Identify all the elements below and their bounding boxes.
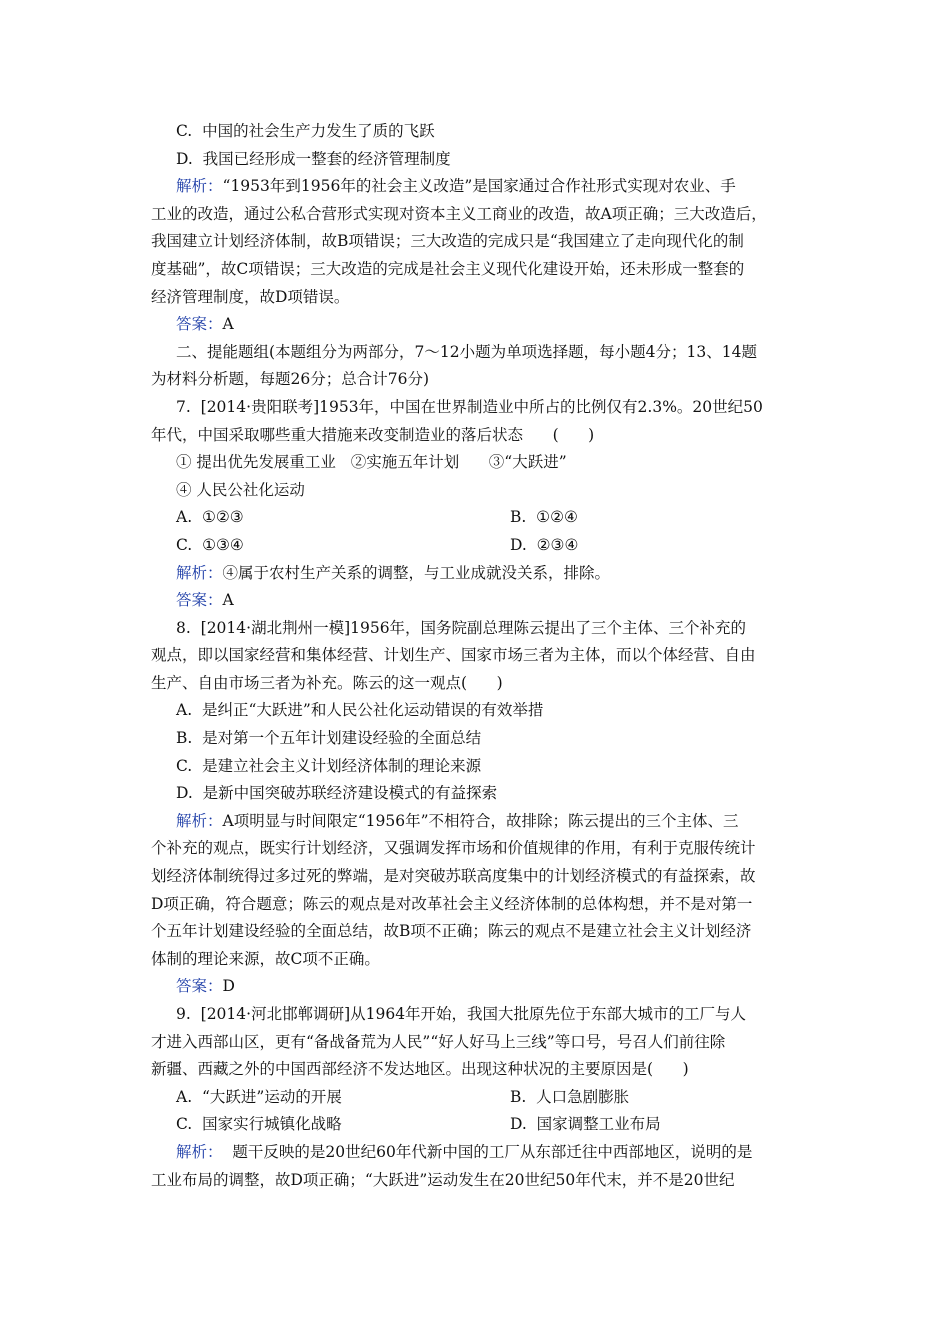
option-d: D. 国家调整工业布局 <box>510 1115 661 1134</box>
question-stem: 才进入西部山区，更有“备战备荒为人民”“好人好马上三线”等口号，号召人们前往除 <box>151 1032 726 1051</box>
analysis-line: 解析：A项明显与时间限定“1956年”不相符合，故排除；陈云提出的三个主体、三 <box>176 811 739 830</box>
analysis-line: 个补充的观点，既实行计划经济，又强调发挥市场和价值规律的作用，有利于克服传统计 <box>151 839 756 858</box>
option-c: C. ①③④ <box>176 535 244 554</box>
analysis-label: 解析： <box>176 563 223 582</box>
answer-label: 答案： <box>176 591 223 610</box>
analysis-line: 度基础”，故C项错误；三大改造的完成是社会主义现代化建设开始，还未形成一整套的 <box>151 259 745 278</box>
option-b: B. 人口急剧膨胀 <box>510 1087 630 1106</box>
question-items: ① 提出优先发展重工业 ②实施五年计划 ③“大跃进” <box>176 453 567 472</box>
question-stem: 观点，即以国家经营和集体经营、计划生产、国家市场三者为主体，而以个体经营、自由 <box>151 646 756 665</box>
answer-line <box>176 311 806 339</box>
option-a: A. “大跃进”运动的开展 <box>176 1087 342 1106</box>
options-row <box>176 532 806 560</box>
option-b: B. ①②④ <box>510 508 578 527</box>
option-c: C. 是建立社会主义计划经济体制的理论来源 <box>176 756 482 775</box>
option-a: A. ①②③ <box>176 508 244 527</box>
question-stem: 9. [2014·河北邯郸调研]从1964年开始，我国大批原先位于东部大城市的工厂与人 <box>176 1005 747 1023</box>
answer-value: A <box>222 315 234 334</box>
analysis-line: 工业的改造，通过公私合营形式实现对资本主义工商业的改造，故A项正确；三大改造后， <box>151 204 767 223</box>
question-stem: 8. [2014·湖北荆州一模]1956年，国务院副总理陈云提出了三个主体、三个补充的 <box>176 618 747 637</box>
analysis-line: D项正确，符合题意；陈云的观点是对改革社会主义经济体制的总体构想，并不是对第一 <box>151 894 753 913</box>
analysis-line: 划经济体制统得过多过死的弊端，是对突破苏联高度集中的计划经济模式的有益探索，故 <box>151 867 756 886</box>
options-row <box>176 1084 806 1112</box>
answer-line <box>176 973 806 1001</box>
answer-label: 答案： <box>176 977 223 996</box>
answer-value: A <box>222 591 234 610</box>
analysis-label: 解析： <box>176 177 223 196</box>
analysis-line: 工业布局的调整，故D项正确；“大跃进”运动发生在20世纪50年代末，并不是20世纪 <box>151 1170 735 1189</box>
section-heading: 二、提能题组(本题组分为两部分，7～12小题为单项选择题，每小题4分；13、14题 <box>176 342 757 361</box>
option-c: C. 中国的社会生产力发生了质的飞跃 <box>176 122 435 140</box>
question-stem: 年代，中国采取哪些重大措施来改变制造业的落后状态 ( ) <box>151 425 595 444</box>
analysis-line: 个五年计划建设经验的全面总结，故B项不正确；陈云的观点不是建立社会主义计划经济 <box>151 922 752 941</box>
analysis-label: 解析： <box>176 811 223 830</box>
answer-line <box>176 587 806 615</box>
analysis-line: 体制的理论来源，故C项不正确。 <box>151 949 380 968</box>
option-c: C. 国家实行城镇化战略 <box>176 1115 342 1134</box>
analysis-line: 解析：“1953年到1956年的社会主义改造”是国家通过合作社形式实现对农业、手 <box>176 177 736 196</box>
answer-value: D <box>222 977 235 996</box>
option-b: B. 是对第一个五年计划建设经验的全面总结 <box>176 729 482 748</box>
analysis-label: 解析： <box>176 1142 223 1161</box>
analysis-line: 解析： 题干反映的是20世纪60年代新中国的工厂从东部迁往中西部地区，说明的是 <box>176 1142 753 1161</box>
analysis-line: 解析：④属于农村生产关系的调整，与工业成就没关系，排除。 <box>176 563 611 582</box>
question-items: ④ 人民公社化运动 <box>176 480 305 499</box>
analysis-line: 我国建立计划经济体制，故B项错误；三大改造的完成只是“我国建立了走向现代化的制 <box>151 232 744 251</box>
analysis-line: 经济管理制度，故D项错误。 <box>151 287 350 306</box>
question-stem: 新疆、西藏之外的中国西部经济不发达地区。出现这种状况的主要原因是( ) <box>151 1060 689 1079</box>
option-d: D. ②③④ <box>510 535 579 554</box>
option-d: D. 我国已经形成一整套的经济管理制度 <box>176 149 451 168</box>
option-a: A. 是纠正“大跃进”和人民公社化运动错误的有效举措 <box>176 701 544 720</box>
answer-label: 答案： <box>176 315 223 334</box>
options-row <box>176 504 806 532</box>
section-heading: 为材料分析题，每题26分；总合计76分) <box>151 370 429 389</box>
options-row <box>176 1111 806 1139</box>
document-body <box>151 118 806 1194</box>
question-stem: 7. [2014·贵阳联考]1953年，中国在世界制造业中所占的比例仅有2.3%。20世纪50 <box>176 397 763 416</box>
option-d: D. 是新中国突破苏联经济建设模式的有益探索 <box>176 784 498 803</box>
question-stem: 生产、自由市场三者为补充。陈云的这一观点( ) <box>151 673 503 692</box>
